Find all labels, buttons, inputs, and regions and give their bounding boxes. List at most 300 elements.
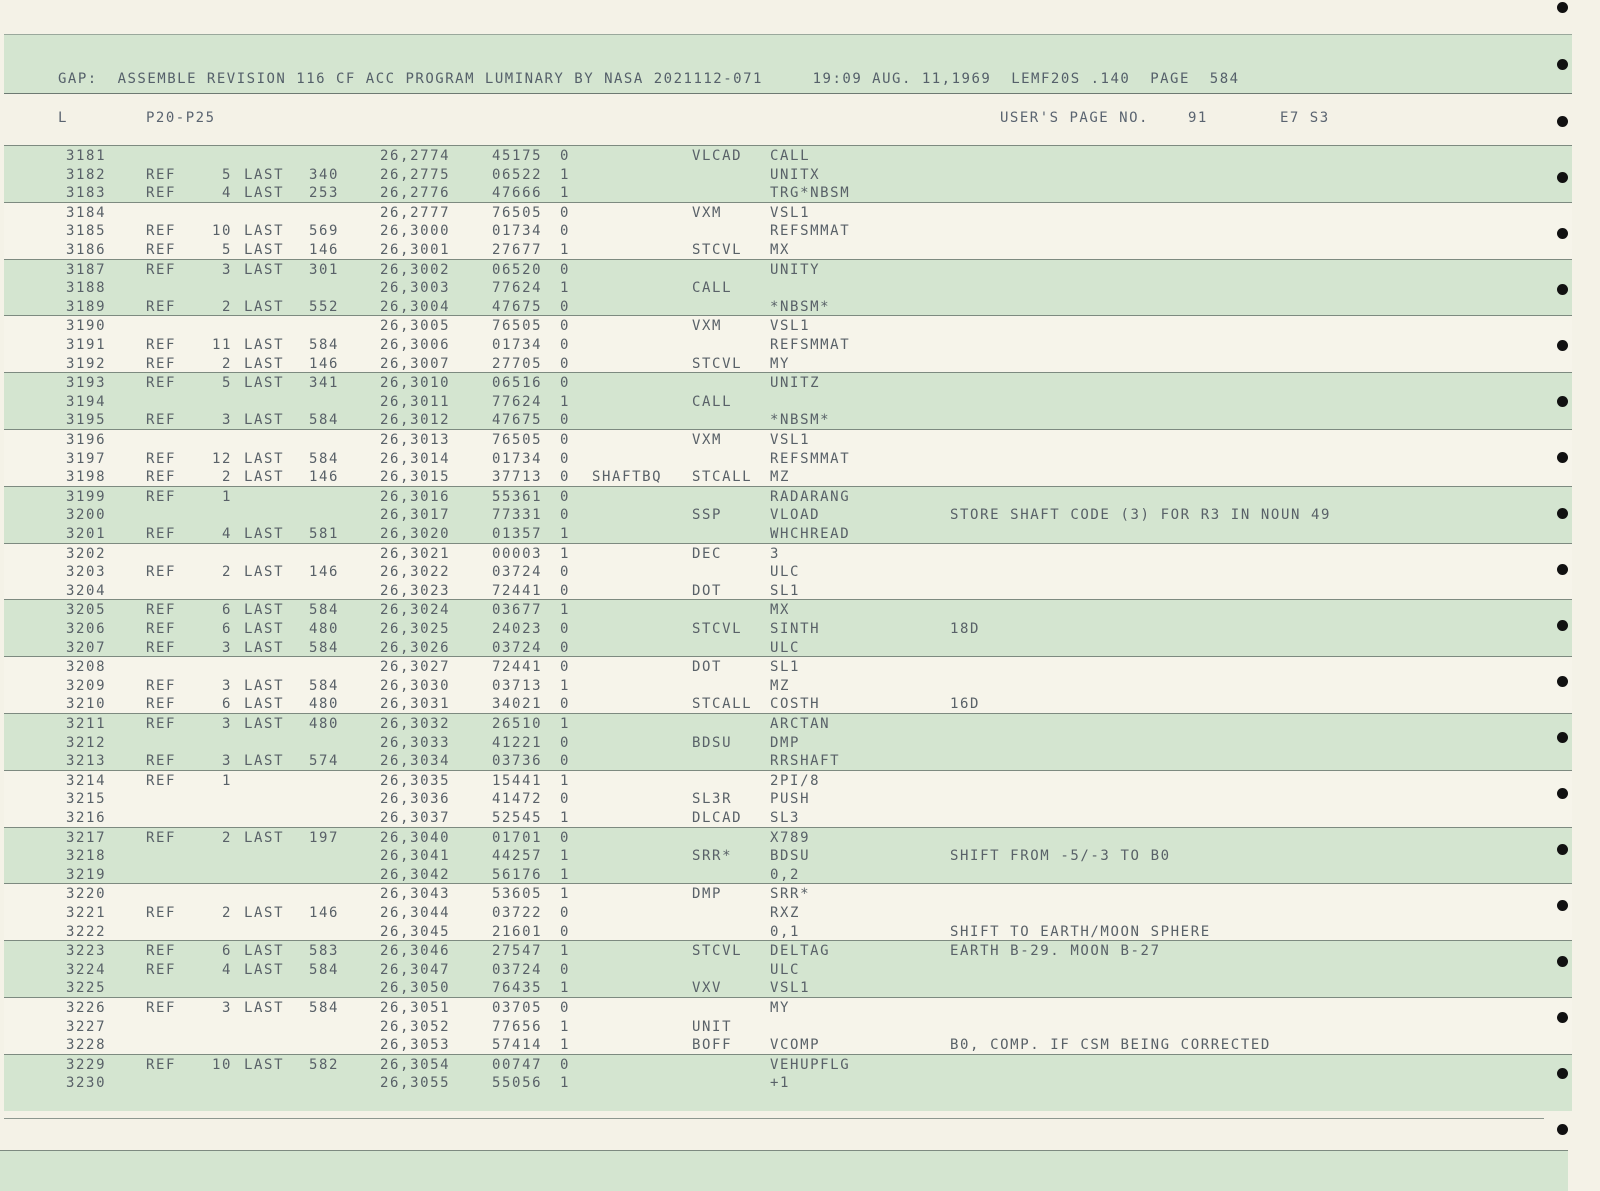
operand: SL1 [770,659,801,676]
ref-keyword: REF [146,261,177,278]
left-code: L [58,110,68,126]
last-line: 480 [309,620,340,637]
listing-group [4,372,1572,429]
line-number: 3194 [66,393,107,410]
last-line: 581 [309,525,340,542]
operand: 2PI/8 [770,772,821,789]
ref-count: 3 [221,715,232,732]
parity-flag: 0 [560,336,571,353]
ref-keyword: REF [146,355,177,372]
last-keyword: LAST [244,999,285,1016]
line-number: 3220 [66,886,107,903]
operand: ULC [770,564,801,581]
operand: WHCHREAD [770,525,851,542]
punch-hole-icon [1557,956,1568,967]
address: 26,3033 [380,734,451,751]
address: 26,3032 [380,715,451,732]
ref-keyword: REF [146,564,177,581]
octal-word: 27547 [492,943,543,960]
last-keyword: LAST [244,241,285,258]
operand: MY [770,355,791,372]
opcode: VXM [692,431,723,448]
address: 26,3002 [380,261,451,278]
octal-word: 77656 [492,1018,543,1035]
address: 26,3046 [380,943,451,960]
operand: RADARANG [770,488,851,505]
opcode: VLCAD [692,148,743,164]
address: 26,3031 [380,696,451,713]
ref-keyword: REF [146,375,177,392]
opcode: STCVL [692,943,743,960]
parity-flag: 1 [560,280,571,297]
last-keyword: LAST [244,961,285,978]
punch-hole-icon [1557,172,1568,183]
address: 26,3007 [380,355,451,372]
punch-hole-icon [1557,508,1568,519]
ref-keyword: REF [146,602,177,619]
opcode: SL3R [692,791,733,808]
address: 26,3010 [380,375,451,392]
listing-group [4,202,1572,259]
parity-flag: 0 [560,829,571,846]
ref-keyword: REF [146,450,177,467]
operand: MX [770,602,791,619]
punch-hole-icon [1557,564,1568,575]
listing-group [4,543,1572,600]
line-number: 3189 [66,298,107,315]
octal-word: 01734 [492,223,543,240]
last-line: 582 [309,1056,340,1073]
line-number: 3198 [66,469,107,486]
last-line: 146 [309,564,340,581]
listing-group [4,599,1572,656]
last-line: 584 [309,677,340,694]
octal-word: 01357 [492,525,543,542]
parity-flag: 0 [560,355,571,372]
parity-flag: 0 [560,753,571,770]
listing-group [4,259,1572,316]
octal-word: 00003 [492,545,543,562]
operand: MZ [770,677,791,694]
operand: BDSU [770,848,811,865]
ref-keyword: REF [146,166,177,183]
listing-group [4,486,1572,543]
octal-word: 76505 [492,318,543,335]
listing-row [4,602,1572,621]
address: 26,3000 [380,223,451,240]
opcode: DOT [692,659,723,676]
ref-keyword: REF [146,904,177,921]
last-keyword: LAST [244,677,285,694]
address: 26,3041 [380,848,451,865]
line-number: 3187 [66,261,107,278]
last-keyword: LAST [244,564,285,581]
parity-flag: 0 [560,261,571,278]
octal-word: 03724 [492,564,543,581]
line-number: 3202 [66,545,107,562]
operand: RRSHAFT [770,753,841,770]
ref-count: 3 [221,639,232,656]
address: 26,2775 [380,166,451,183]
octal-word: 03677 [492,602,543,619]
listing-group [4,940,1572,997]
ref-count: 12 [211,450,232,467]
ref-count: 10 [211,223,232,240]
last-line: 584 [309,639,340,656]
ref-count: 5 [221,375,232,392]
line-number: 3228 [66,1037,107,1054]
last-keyword: LAST [244,469,285,486]
parity-flag: 1 [560,772,571,789]
last-line: 583 [309,943,340,960]
operand: ULC [770,961,801,978]
listing-row [4,905,1572,924]
operand: REFSMMAT [770,336,851,353]
listing-row [4,943,1572,962]
operand: 3 [770,545,781,562]
listing-row [4,148,1572,167]
ref-count: 3 [221,412,232,429]
address: 26,3045 [380,923,451,940]
last-keyword: LAST [244,166,285,183]
operand: MZ [770,469,791,486]
punch-hole-icon [1557,452,1568,463]
last-keyword: LAST [244,355,285,372]
octal-word: 47666 [492,185,543,202]
operand: *NBSM* [770,298,831,315]
last-line: 341 [309,375,340,392]
opcode: DLCAD [692,809,743,826]
listing-group [4,1054,1572,1111]
parity-flag: 1 [560,1037,571,1054]
last-line: 340 [309,166,340,183]
last-line: 480 [309,696,340,713]
parity-flag: 0 [560,620,571,637]
line-number: 3217 [66,829,107,846]
ref-keyword: REF [146,772,177,789]
last-line: 146 [309,469,340,486]
last-keyword: LAST [244,223,285,240]
line-number: 3188 [66,280,107,297]
ref-keyword: REF [146,488,177,505]
operand: SRR* [770,886,811,903]
line-number: 3192 [66,355,107,372]
line-number: 3182 [66,166,107,183]
punch-hole-icon [1557,620,1568,631]
listing-row [4,1000,1572,1019]
address: 26,3037 [380,809,451,826]
listing-group [4,713,1572,770]
octal-word: 41221 [492,734,543,751]
opcode: BDSU [692,734,733,751]
operand: MY [770,999,791,1016]
line-number: 3221 [66,904,107,921]
line-number: 3193 [66,375,107,392]
comment: STORE SHAFT CODE (3) FOR R3 IN NOUN 49 [950,507,1332,524]
line-number: 3224 [66,961,107,978]
octal-word: 03724 [492,639,543,656]
listing-row [4,1019,1572,1038]
last-line: 480 [309,715,340,732]
last-line: 253 [309,185,340,202]
line-number: 3218 [66,848,107,865]
punch-hole-icon [1557,900,1568,911]
octal-word: 53605 [492,886,543,903]
line-number: 3211 [66,715,107,732]
opcode: CALL [692,393,733,410]
line-number: 3200 [66,507,107,524]
parity-flag: 0 [560,204,571,221]
ref-keyword: REF [146,1056,177,1073]
ref-count: 3 [221,261,232,278]
listing-group [4,429,1572,486]
octal-word: 72441 [492,659,543,676]
parity-flag: 1 [560,545,571,562]
user-page-number: 91 [1188,110,1208,126]
octal-word: 06522 [492,166,543,183]
last-line: 552 [309,298,340,315]
last-line: 301 [309,261,340,278]
last-line: 146 [309,904,340,921]
comment: 16D [950,696,981,713]
ref-keyword: REF [146,412,177,429]
line-number: 3203 [66,564,107,581]
operand: 0,1 [770,923,801,940]
ref-count: 6 [221,943,232,960]
line-number: 3227 [66,1018,107,1035]
operand: VSL1 [770,318,811,335]
page-label: PAGE [1150,71,1190,87]
line-number: 3196 [66,431,107,448]
ref-keyword: REF [146,677,177,694]
last-line: 146 [309,241,340,258]
ref-count: 3 [221,999,232,1016]
operand: COSTH [770,696,821,713]
ref-count: 1 [221,772,232,789]
address: 26,3015 [380,469,451,486]
listing-row [4,1075,1572,1094]
operand: REFSMMAT [770,450,851,467]
operand: DELTAG [770,943,831,960]
operand: MX [770,241,791,258]
punch-hole-icon [1557,59,1568,70]
opcode: VXV [692,980,723,997]
octal-word: 45175 [492,148,543,164]
listing-group [4,145,1572,202]
listing-row [4,451,1572,470]
timestamp: 19:09 AUG. 11,1969 [812,71,992,87]
parity-flag: 0 [560,507,571,524]
operand: DMP [770,734,801,751]
octal-word: 47675 [492,298,543,315]
address: 26,3020 [380,525,451,542]
comment: B0, COMP. IF CSM BEING CORRECTED [950,1037,1271,1054]
parity-flag: 0 [560,999,571,1016]
opcode: DMP [692,886,723,903]
parity-flag: 0 [560,696,571,713]
last-line: 584 [309,336,340,353]
operand: 0,2 [770,866,801,883]
address: 26,3026 [380,639,451,656]
punch-hole-icon [1557,844,1568,855]
last-keyword: LAST [244,639,285,656]
operand: *NBSM* [770,412,831,429]
ref-keyword: REF [146,715,177,732]
listing-row [4,716,1572,735]
listing-row [4,432,1572,451]
line-number: 3207 [66,639,107,656]
line-number: 3206 [66,620,107,637]
octal-word: 01701 [492,829,543,846]
octal-word: 27705 [492,355,543,372]
octal-word: 77624 [492,280,543,297]
opcode: STCVL [692,355,743,372]
last-line: 584 [309,999,340,1016]
line-number: 3197 [66,450,107,467]
listing-row [4,1057,1572,1076]
parity-flag: 1 [560,809,571,826]
ref-count: 4 [221,961,232,978]
opcode: STCALL [692,696,753,713]
ref-count: 2 [221,904,232,921]
line-number: 3226 [66,999,107,1016]
operand: UNITZ [770,375,821,392]
last-keyword: LAST [244,602,285,619]
ref-keyword: REF [146,525,177,542]
octal-word: 47675 [492,412,543,429]
octal-word: 44257 [492,848,543,865]
listing-row [4,830,1572,849]
listing-row [4,167,1572,186]
listing-row [4,546,1572,565]
address: 26,3025 [380,620,451,637]
address: 26,3051 [380,999,451,1016]
comment: SHIFT TO EARTH/MOON SPHERE [950,923,1211,940]
parity-flag: 1 [560,715,571,732]
line-number: 3186 [66,241,107,258]
octal-word: 37713 [492,469,543,486]
ref-keyword: REF [146,223,177,240]
address: 26,3040 [380,829,451,846]
parity-flag: 0 [560,431,571,448]
punch-hole-icon [1557,1012,1568,1023]
octal-word: 24023 [492,620,543,637]
octal-word: 01734 [492,336,543,353]
comment: 18D [950,620,981,637]
address: 26,3053 [380,1037,451,1054]
punch-hole-icon [1557,1124,1568,1135]
symbol-label: SHAFTBQ [592,469,663,486]
parity-flag: 1 [560,866,571,883]
last-line: 584 [309,961,340,978]
parity-flag: 0 [560,469,571,486]
parity-flag: 0 [560,582,571,599]
address: 26,3034 [380,753,451,770]
line-number: 3199 [66,488,107,505]
octal-word: 26510 [492,715,543,732]
listing-sheet [4,34,1572,1118]
opcode: UNIT [692,1018,733,1035]
octal-word: 76435 [492,980,543,997]
octal-word: 52545 [492,809,543,826]
parity-flag: 0 [560,659,571,676]
parity-flag: 0 [560,148,571,164]
line-number: 3185 [66,223,107,240]
octal-word: 21601 [492,923,543,940]
listing-row [4,621,1572,640]
last-keyword: LAST [244,753,285,770]
punch-hole-icon [1557,396,1568,407]
listing-row [4,507,1572,526]
opcode: VXM [692,204,723,221]
opcode: BOFF [692,1037,733,1054]
opcode: SSP [692,507,723,524]
listing-group [4,315,1572,372]
octal-word: 00747 [492,1056,543,1073]
line-number: 3213 [66,753,107,770]
last-line: 584 [309,450,340,467]
address: 26,3043 [380,886,451,903]
ref-count: 3 [221,753,232,770]
address: 26,2776 [380,185,451,202]
last-keyword: LAST [244,261,285,278]
ref-keyword: REF [146,753,177,770]
address: 26,3035 [380,772,451,789]
listing-group [4,827,1572,884]
listing-row [4,223,1572,242]
opcode: VXM [692,318,723,335]
parity-flag: 1 [560,166,571,183]
parity-flag: 1 [560,848,571,865]
punch-hole-icon [1557,228,1568,239]
opcode: SRR* [692,848,733,865]
operand: UNITY [770,261,821,278]
listing-row [4,375,1572,394]
operand: ULC [770,639,801,656]
ref-count: 5 [221,241,232,258]
operand: VLOAD [770,507,821,524]
punch-hole-icon [1557,676,1568,687]
address: 26,3013 [380,431,451,448]
last-keyword: LAST [244,375,285,392]
parity-flag: 1 [560,602,571,619]
octal-word: 77624 [492,393,543,410]
listing-group [4,770,1572,827]
line-number: 3216 [66,809,107,826]
address: 26,3017 [380,507,451,524]
octal-word: 56176 [492,866,543,883]
address: 26,2777 [380,204,451,221]
ref-count: 3 [221,677,232,694]
last-keyword: LAST [244,620,285,637]
ref-count: 6 [221,602,232,619]
operand: SINTH [770,620,821,637]
punch-hole-icon [1557,732,1568,743]
section-label: P20-P25 [146,110,216,126]
ref-count: 2 [221,469,232,486]
opcode: STCVL [692,620,743,637]
parity-flag: 1 [560,393,571,410]
address: 26,3005 [380,318,451,335]
listing-row [4,205,1572,224]
octal-word: 72441 [492,582,543,599]
octal-word: 03722 [492,904,543,921]
ref-count: 11 [211,336,232,353]
parity-flag: 0 [560,450,571,467]
opcode: STCALL [692,469,753,486]
line-number: 3219 [66,866,107,883]
operand: VCOMP [770,1037,821,1054]
